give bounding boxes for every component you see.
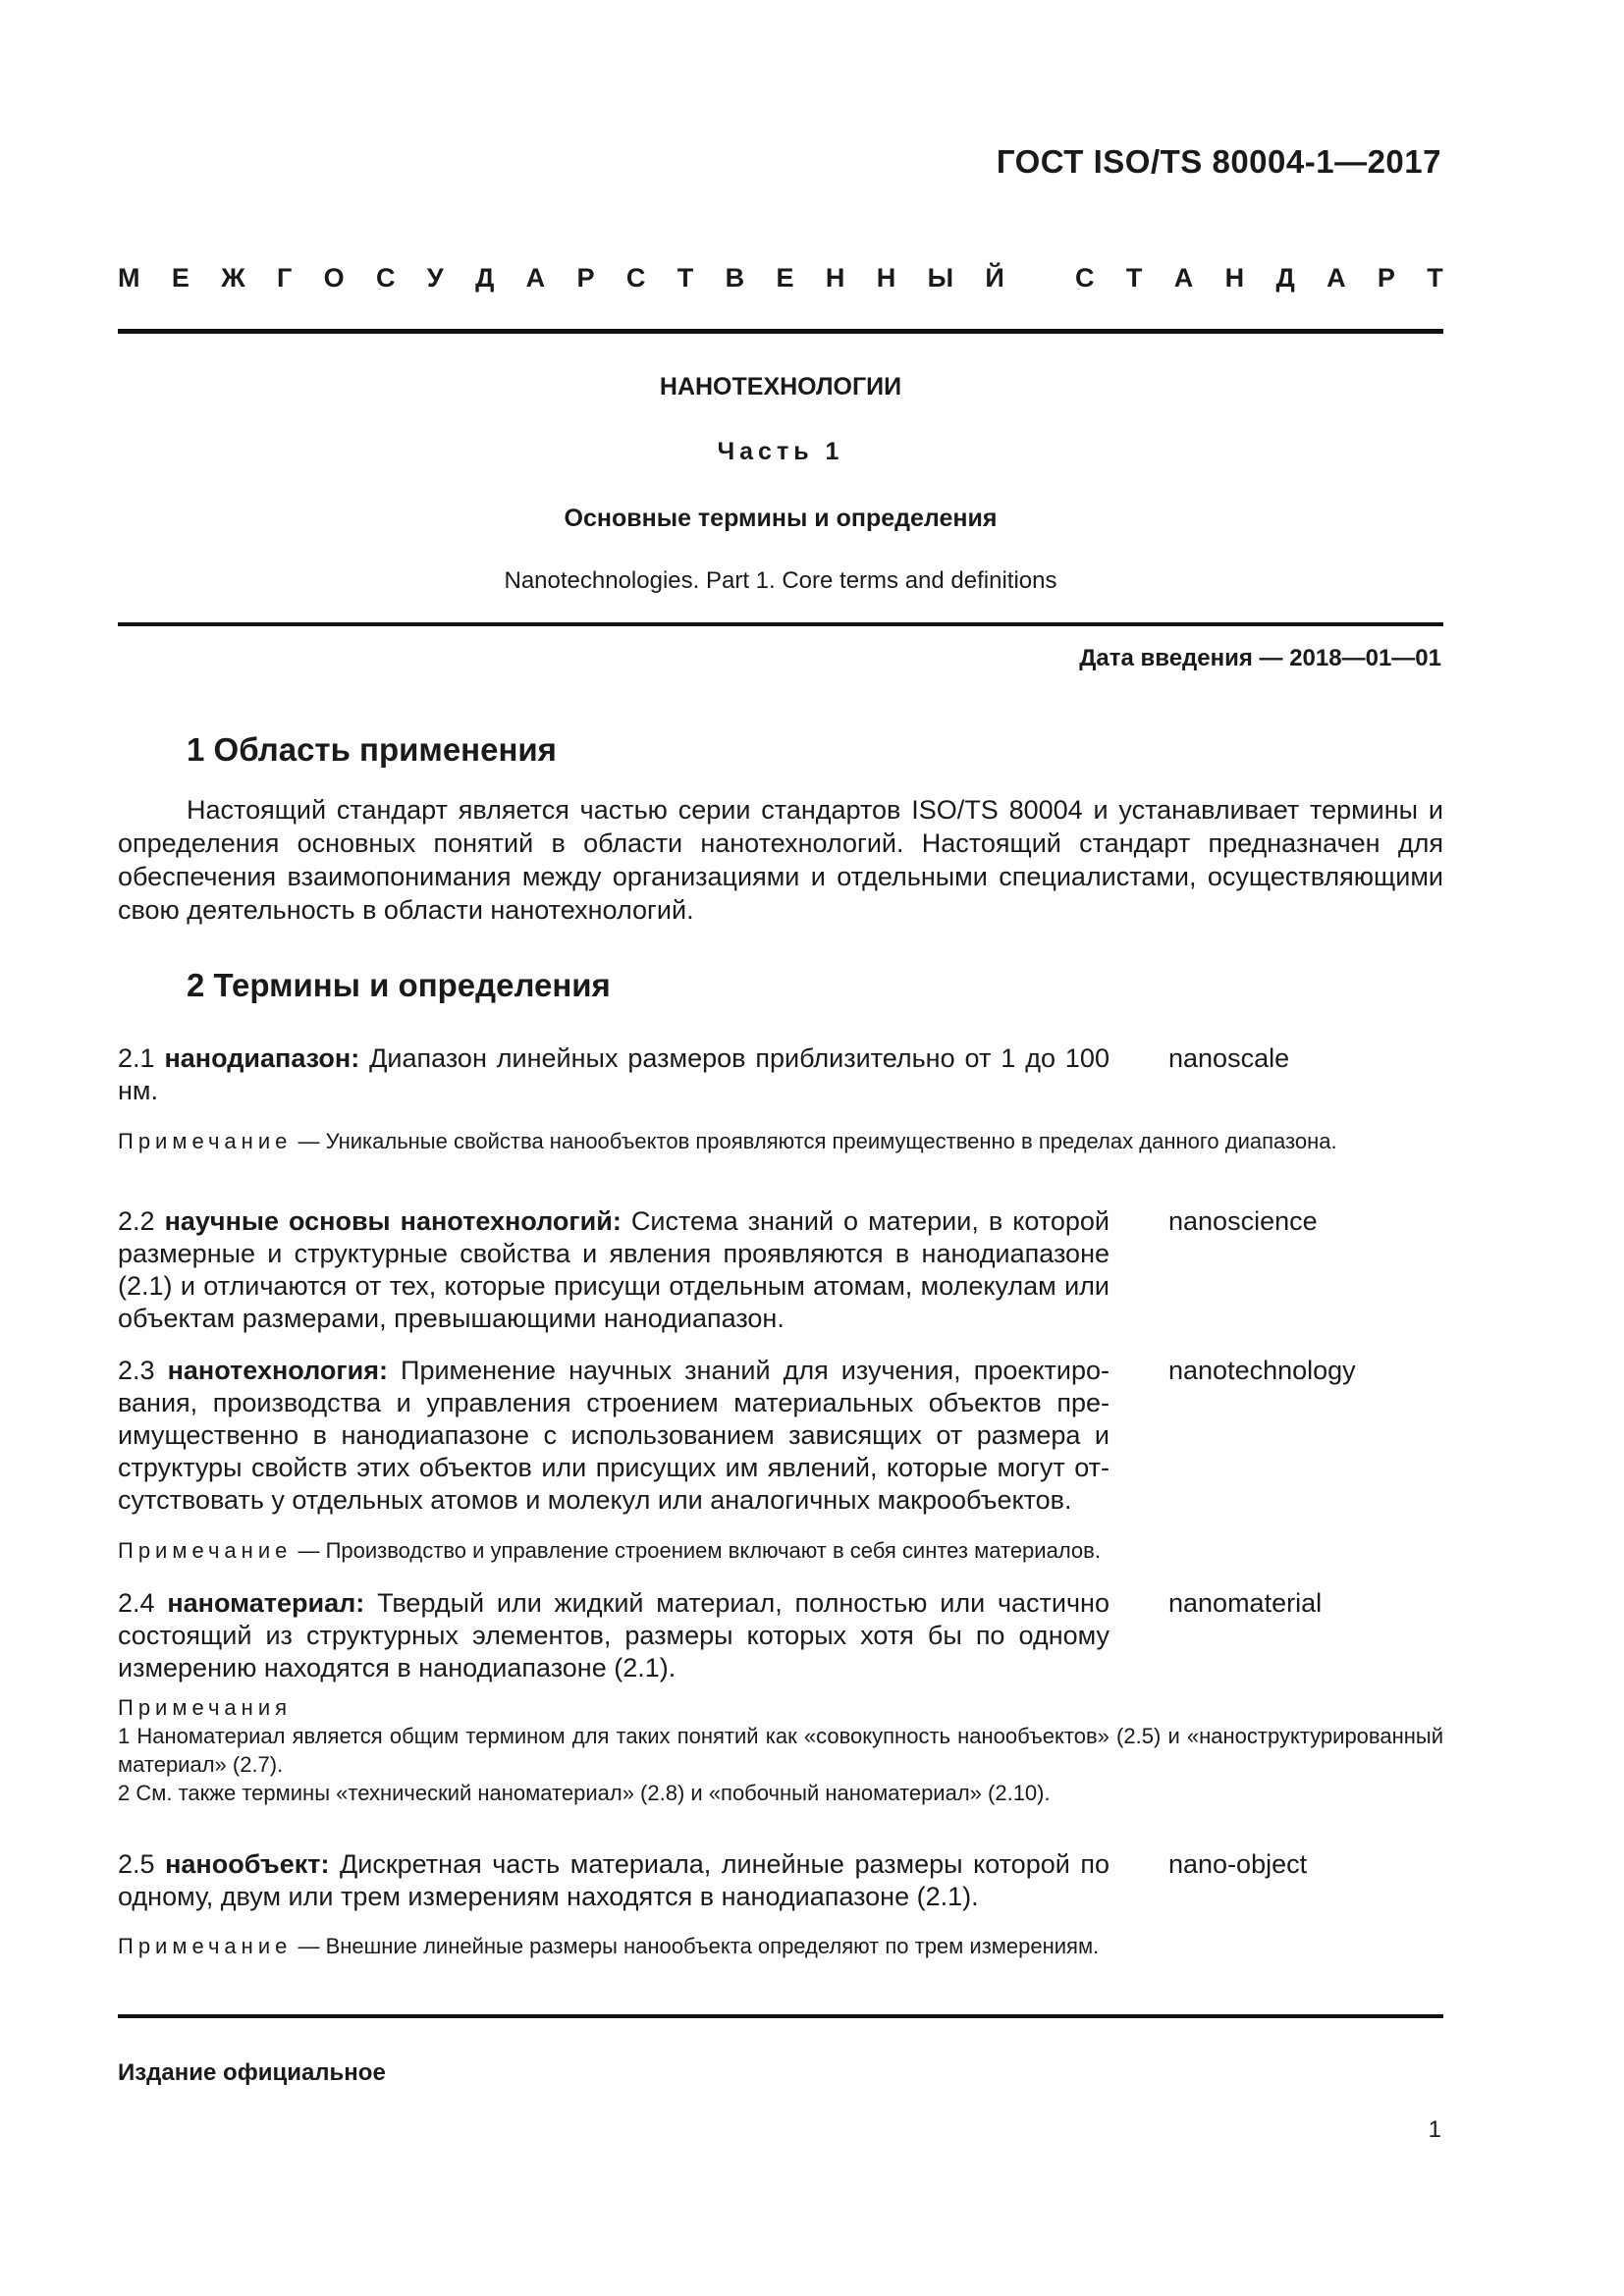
interstate-letter: Ж: [221, 263, 245, 293]
term-definition: Применение научных знаний для изучения, проектирования, производства и управления строением материальных объектов преимущественно в нанодиапазоне с использованием зависящих от размера и структуры свойств этих объектов или присущих им явлений, которые могут отсутствовать у отдельных атомов и молекул или аналогичных макрообъектов.: [118, 1356, 1110, 1515]
interstate-letter: М: [118, 263, 140, 293]
interstate-letter: Т: [677, 263, 694, 293]
term-number: 2.5: [118, 1849, 155, 1879]
interstate-letter: С: [625, 263, 646, 293]
term-2-2: [118, 1205, 1110, 1335]
interstate-letter: У: [426, 263, 444, 293]
term-definition: Система знаний о материи, в которой размерные и структурные свойства и явления проявляются в нанодиапазоне (2.1) и отличаются от тех, которые присущи отдельным атомам, молекулам или объектам размерами, превышающими нанодиапазон.: [118, 1206, 1110, 1333]
footer-rule: [118, 2014, 1443, 2018]
interstate-letter: Н: [1224, 263, 1245, 293]
interstate-letter: Д: [475, 263, 495, 293]
section-2-heading: 2 Термины и определения: [187, 967, 611, 1003]
interstate-letter: Т: [1427, 263, 1443, 293]
term-number: 2.1: [118, 1043, 155, 1073]
term-definition: Твердый или жидкий материал, полностью или частично состоящий из структурных элементов, размеры которых хотя бы по одному измерению находятся в нанодиапазоне (2.1).: [118, 1588, 1110, 1682]
interstate-letter: Н: [876, 263, 896, 293]
note-item-1: 1 Наноматериал является общим термином для таких понятий как «совокупность нанообъектов» (2.5) и «наноструктурированный материал» (2.7).: [118, 1724, 1443, 1777]
part-label: Часть 1: [717, 438, 844, 465]
note-text: — Внешние линейные размеры нанообъекта определяют по трем измерениям.: [298, 1934, 1100, 1958]
interstate-letter: Д: [1275, 263, 1295, 293]
term-name: научные основы нанотехнологий:: [164, 1206, 622, 1236]
term-number: 2.4: [118, 1588, 155, 1618]
note-label: Примечание: [118, 1934, 293, 1958]
term-number: 2.2: [118, 1206, 155, 1236]
english-term: nanotechnology: [1168, 1356, 1356, 1385]
interstate-letter: Й: [985, 263, 1004, 293]
introduction-date: Дата введения — 2018—01—01: [1079, 645, 1441, 671]
interstate-letter: В: [725, 263, 745, 293]
note-text: — Уникальные свойства нанообъектов проявляются преимущественно в пределах данного диапазона.: [298, 1129, 1337, 1153]
interstate-letter: С: [376, 263, 396, 293]
interstate-letter: Г: [277, 263, 293, 293]
term-name: нанообъект:: [165, 1849, 330, 1879]
note-label: Примечание: [118, 1129, 293, 1153]
term-definition: Диапазон линейных размеров приблизительно от 1 до 100 нм.: [118, 1043, 1110, 1105]
standard-subtitle: Основные термины и определения: [564, 505, 998, 532]
note-2-5: [118, 1932, 1443, 1960]
title-rule: [118, 622, 1443, 626]
interstate-letter: [1036, 263, 1044, 294]
term-2-3: [118, 1355, 1110, 1517]
english-term: nanoscience: [1168, 1206, 1318, 1236]
interstate-letter: Т: [1125, 263, 1143, 293]
term-name: нанотехнология:: [167, 1356, 388, 1385]
english-term: nano-object: [1168, 1849, 1308, 1879]
interstate-letter: Е: [776, 263, 794, 293]
term-name: наноматериал:: [167, 1588, 365, 1618]
english-title: Nanotechnologies. Part 1. Core terms and definitions: [504, 567, 1057, 594]
term-number: 2.3: [118, 1356, 155, 1385]
section-1-heading: 1 Область применения: [187, 731, 557, 768]
document-number: ГОСТ ISO/TS 80004-1—2017: [996, 143, 1441, 180]
term-name: нанодиапазон:: [164, 1043, 360, 1073]
term-2-5: [118, 1848, 1110, 1913]
interstate-letter: С: [1075, 263, 1095, 293]
interstate-letter: А: [525, 263, 546, 293]
standard-title: НАНОТЕХНОЛОГИИ: [659, 373, 902, 400]
term-2-1: [118, 1042, 1110, 1107]
interstate-standard-heading: [118, 263, 1443, 294]
interstate-letter: Н: [825, 263, 845, 293]
interstate-letter: Р: [1377, 263, 1395, 293]
interstate-letter: Р: [576, 263, 595, 293]
interstate-letter: А: [1326, 263, 1346, 293]
official-edition: Издание официальное: [118, 2059, 386, 2086]
english-term: nanomaterial: [1168, 1588, 1323, 1618]
interstate-letter: А: [1173, 263, 1194, 293]
english-term: nanoscale: [1168, 1043, 1290, 1073]
section-1-text: Настоящий стандарт является частью серии стандартов ISO/TS 80004 и устанавливает термины и определения основных понятий в области нанотехнологий. Настоящий стандарт предназначен для обеспечения взаимопонимания между организациями и отдельными специалистами, осуществляющими свою деятельность в области нанотехнологий.: [118, 795, 1443, 925]
page-number: 1: [1428, 2116, 1441, 2143]
notes-label: Примечания: [118, 1695, 293, 1720]
interstate-letter: Ы: [927, 263, 954, 293]
term-definition: Дискретная часть материала, линейные размеры которой по одному, двум или трем измерениям находятся в нанодиапазоне (2.1).: [118, 1849, 1110, 1911]
note-item-2: 2 См. также термины «технический наноматериал» (2.8) и «побочный наноматериал» (2.10).: [118, 1781, 1051, 1805]
note-label: Примечание: [118, 1538, 293, 1563]
note-2-3: [118, 1536, 1443, 1565]
note-2-1: [118, 1127, 1443, 1155]
notes-2-4: [118, 1693, 1443, 1807]
note-text: — Производство и управление строением включают в себя синтез материалов.: [298, 1538, 1101, 1563]
term-2-4: [118, 1587, 1110, 1684]
top-rule: [118, 329, 1443, 334]
interstate-letter: О: [323, 263, 345, 293]
interstate-letter: Е: [171, 263, 189, 293]
